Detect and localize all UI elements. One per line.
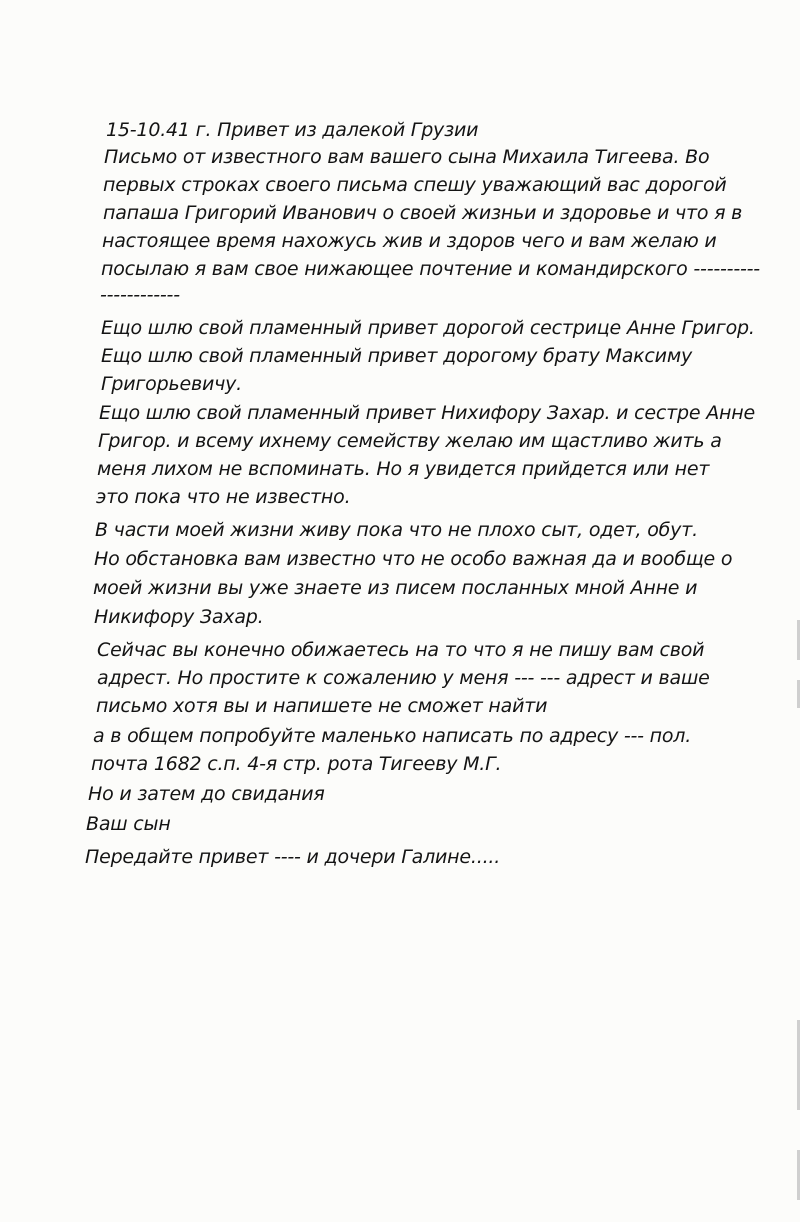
letter-line: а в общем попробуйте маленько написать по адресу --- пол. bbox=[93, 725, 692, 747]
letter-line: моей жизни вы уже знаете из писем посланных мной Анне и bbox=[93, 577, 698, 599]
letter-line-postscript: Передайте привет ---- и дочери Галине..... bbox=[85, 846, 501, 868]
letter-line: первых строках своего письма спешу уважающий вас дорогой bbox=[103, 174, 727, 196]
letter-line: Но обстановка вам известно что не особо важная да и вообще о bbox=[94, 548, 733, 570]
letter-line: Но и затем до свидания bbox=[88, 783, 325, 805]
letter-line: Письмо от известного вам вашего сына Михаила Тигеева. Во bbox=[104, 146, 710, 168]
letter-line: письмо хотя вы и напишете не сможет найти bbox=[96, 695, 548, 717]
letter-line: Григор. и всему ихнему семейству желаю им щастливо жить а bbox=[98, 430, 722, 452]
letter-line: папаша Григорий Иванович о своей жизньи и здоровье и что я в bbox=[103, 202, 743, 224]
letter-line: Григорьевичу. bbox=[101, 373, 243, 395]
letter-line: ------------ bbox=[100, 284, 180, 306]
letter-line: меня лихом не вспоминать. Но я увидется прийдется или нет bbox=[97, 458, 710, 480]
letter-line: Ещо шлю свой пламенный привет дорогой сестрице Анне Григор. bbox=[101, 317, 755, 339]
letter-line: адрест. Но простите к сожалению у меня --- --- адрест и ваше bbox=[97, 667, 710, 689]
letter-line: Ещо шлю свой пламенный привет Нихифору Захар. и сестре Анне bbox=[99, 402, 755, 424]
letter-line: это пока что не известно. bbox=[96, 486, 351, 508]
letter-line: Ваш сын bbox=[86, 813, 171, 835]
letter-line-date: 15-10.41 г. Привет из далекой Грузии bbox=[106, 119, 479, 141]
letter-line: посылаю я вам свое нижающее почтение и командирского ---------- bbox=[101, 258, 760, 280]
letter-line: В части моей жизни живу пока что не плохо сыт, одет, обут. bbox=[95, 519, 698, 541]
letter-line: настоящее время нахожусь жив и здоров чего и вам желаю и bbox=[102, 230, 717, 252]
letter-line: Сейчас вы конечно обижаетесь на то что я не пишу вам свой bbox=[97, 639, 705, 661]
letter-line: почта 1682 с.п. 4-я стр. рота Тигееву М.Г. bbox=[91, 753, 502, 775]
letter-line: Никифору Захар. bbox=[94, 606, 264, 628]
letter-line: Ещо шлю свой пламенный привет дорогому брату Максиму bbox=[101, 345, 693, 367]
